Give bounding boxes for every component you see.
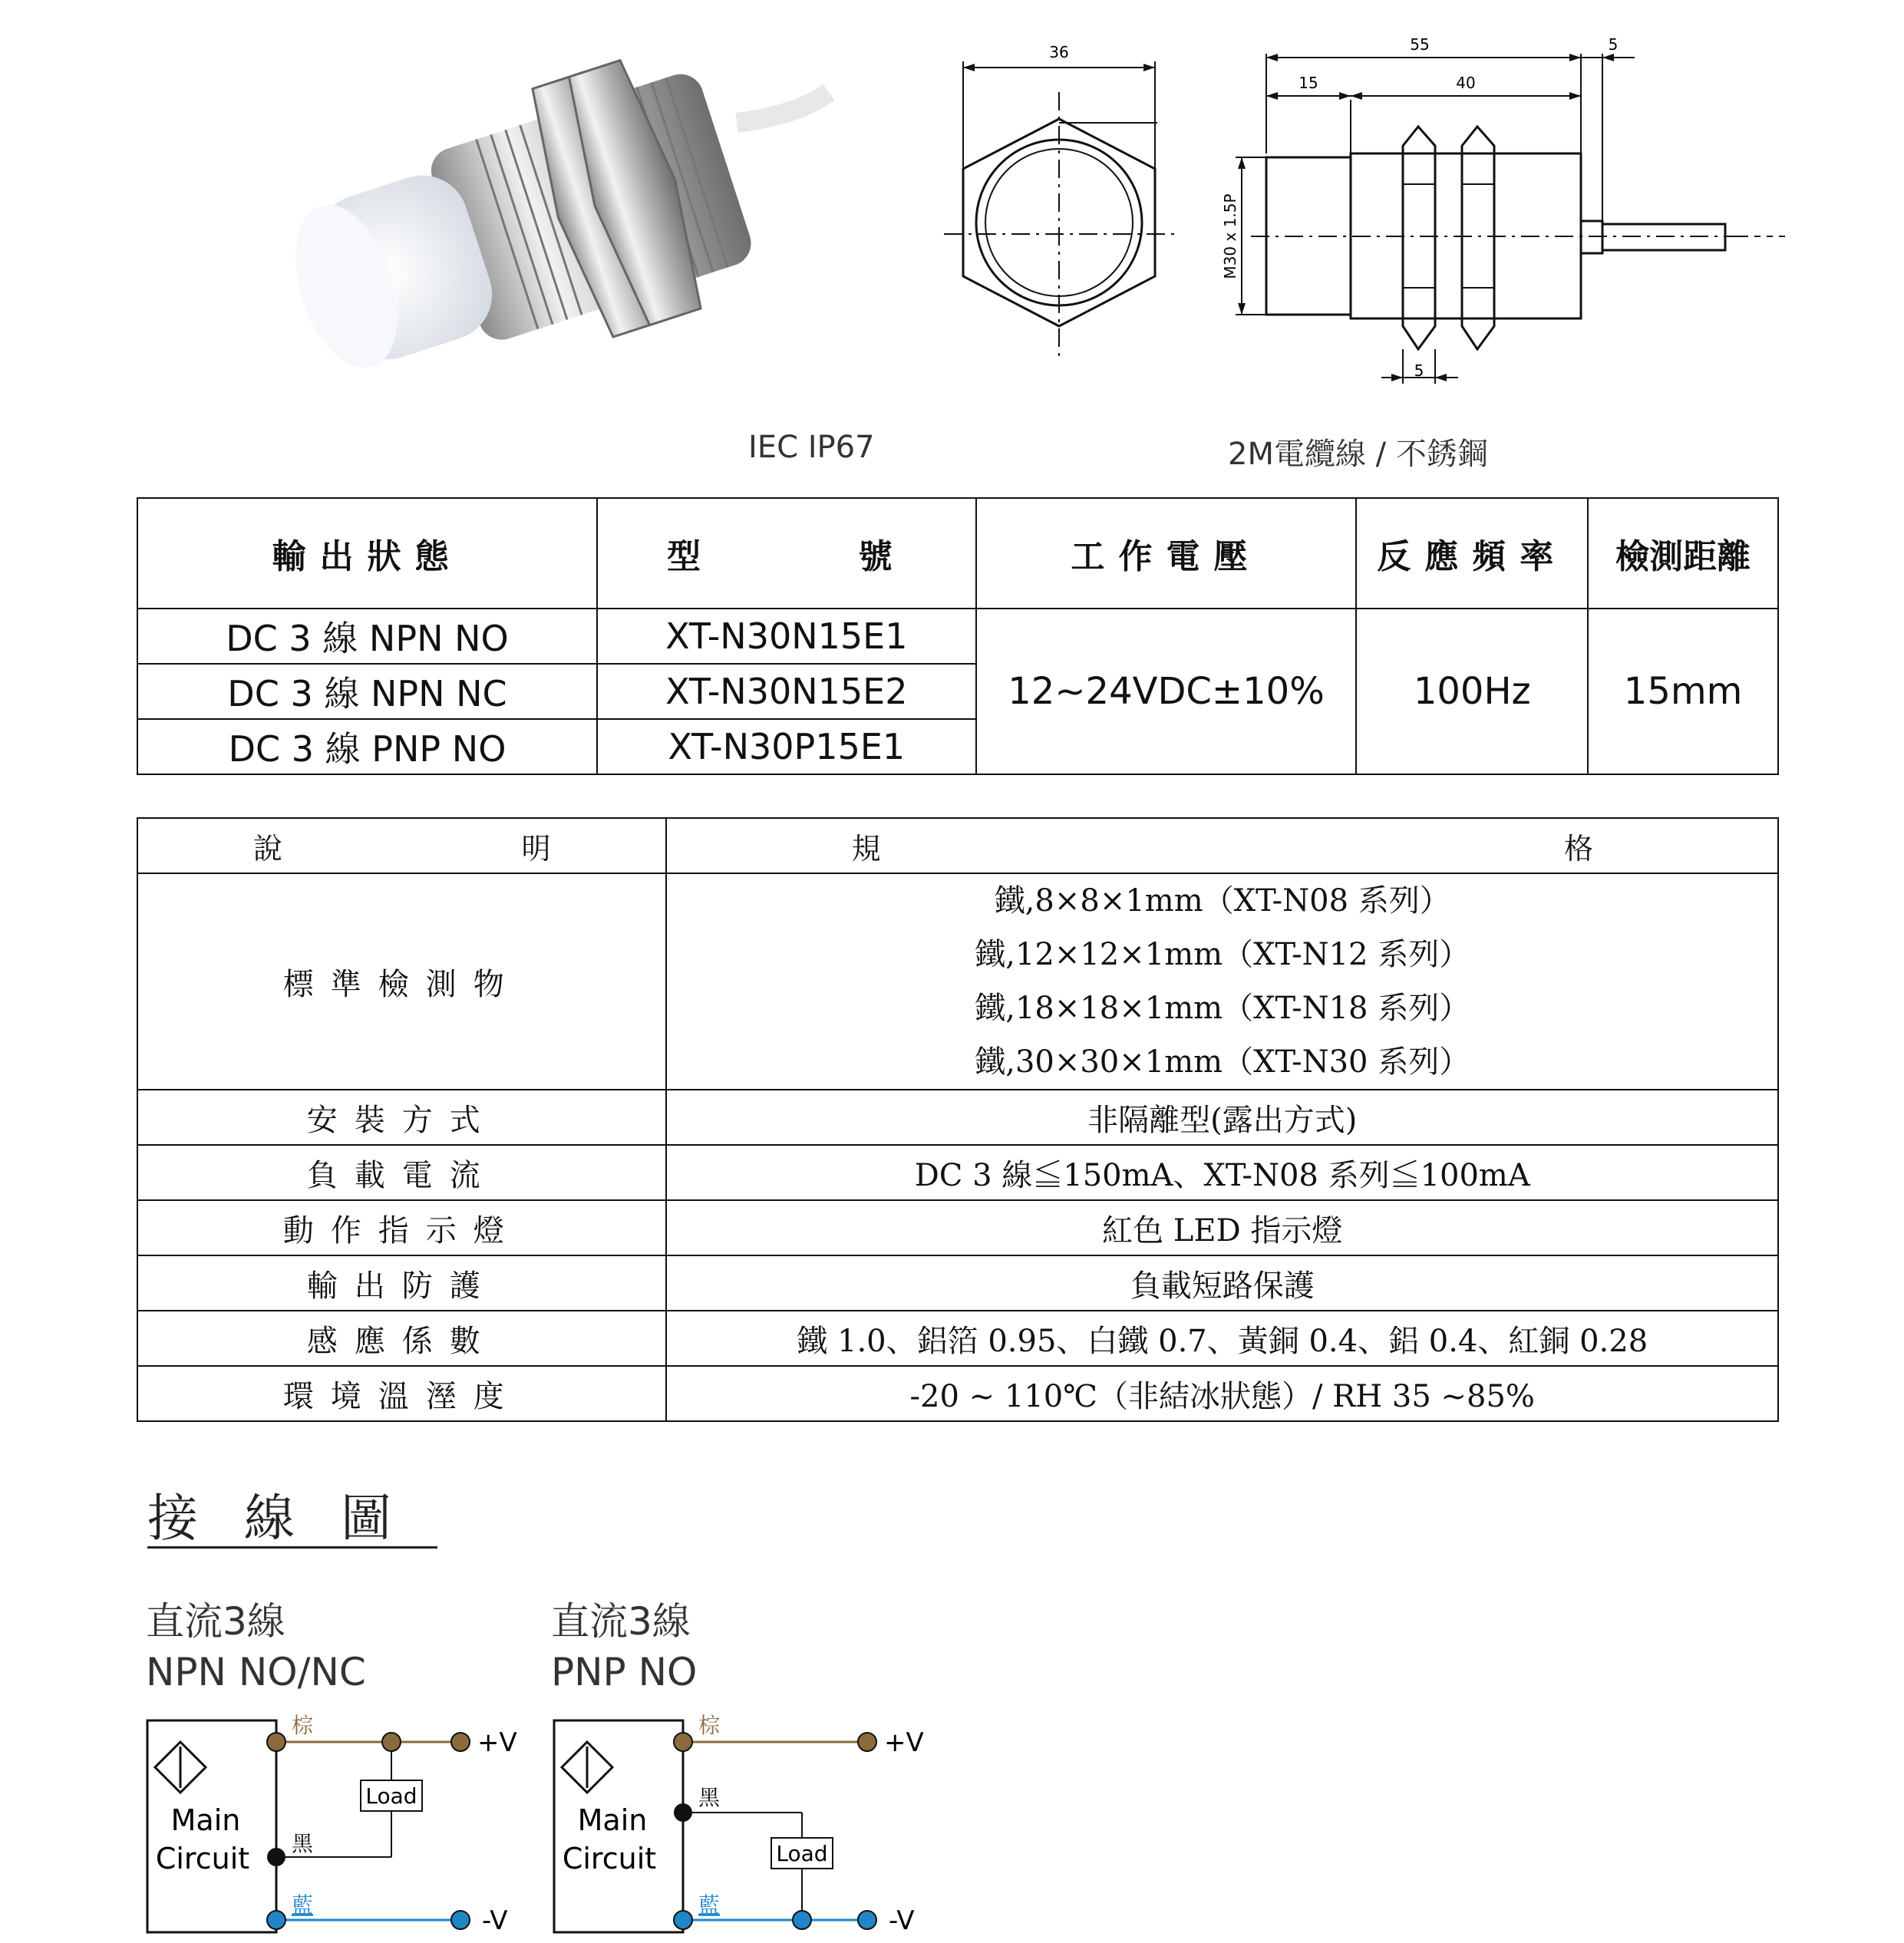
npn-circuit-diagram bbox=[138, 1711, 537, 1941]
table-row bbox=[137, 1366, 1778, 1421]
label-environment: 環境溫溼度 bbox=[137, 1366, 666, 1421]
minus-terminal bbox=[451, 1911, 470, 1929]
model-cell: XT-N30N15E1 bbox=[597, 609, 976, 664]
wiring-right-line2: PNP NO bbox=[551, 1650, 698, 1694]
wiring-right-line1: 直流3線 bbox=[551, 1599, 691, 1644]
dim-5-bottom: 5 bbox=[1414, 361, 1424, 380]
circuit-label: Circuit bbox=[155, 1842, 250, 1875]
blue-terminal bbox=[267, 1911, 285, 1929]
header-spec-left: 規 bbox=[851, 831, 881, 866]
value-line: 鐵,18×18×1mm（XT-N18 系列） bbox=[975, 991, 1470, 1026]
load-node bbox=[382, 1733, 401, 1751]
label-protection: 輸出防護 bbox=[137, 1255, 666, 1311]
header-model-right: 號 bbox=[858, 537, 906, 576]
dim-40: 40 bbox=[1456, 74, 1476, 92]
header-frequency: 反應頻率 bbox=[1356, 498, 1588, 609]
minus-terminal bbox=[858, 1911, 876, 1929]
value-indicator: 紅色 LED 指示燈 bbox=[666, 1200, 1778, 1255]
brown-label: 棕 bbox=[698, 1713, 721, 1738]
circuit-label: Circuit bbox=[562, 1842, 657, 1875]
model-cell: XT-N30N15E2 bbox=[597, 664, 976, 719]
label-detect-object: 標準檢測物 bbox=[137, 873, 666, 1090]
brown-label: 棕 bbox=[292, 1713, 314, 1738]
header-spec bbox=[666, 818, 1778, 873]
header-desc-right: 明 bbox=[521, 831, 551, 866]
sensor-symbol-icon bbox=[562, 1742, 612, 1793]
value-detect-object bbox=[666, 873, 1778, 1090]
pnp-circuit-diagram bbox=[545, 1711, 944, 1941]
product-photo bbox=[276, 31, 860, 391]
label-coefficient: 感應係數 bbox=[137, 1311, 666, 1366]
dim-36: 36 bbox=[1049, 43, 1069, 61]
wiring-title: 接線圖 bbox=[147, 1489, 437, 1548]
value-line: 鐵,12×12×1mm（XT-N12 系列） bbox=[975, 937, 1470, 972]
output-cell: DC 3 線 PNP NO bbox=[137, 719, 597, 774]
header-voltage: 工作電壓 bbox=[976, 498, 1357, 609]
main-label: Main bbox=[170, 1803, 241, 1837]
header-distance: 檢測距離 bbox=[1588, 498, 1778, 609]
label-mounting: 安裝方式 bbox=[137, 1090, 666, 1145]
model-cell: XT-N30P15E1 bbox=[597, 719, 976, 774]
header-spec-right: 格 bbox=[1563, 831, 1593, 866]
detail-table bbox=[137, 817, 1779, 1422]
header-description bbox=[137, 818, 666, 873]
value-line: 鐵,30×30×1mm（XT-N30 系列） bbox=[975, 1044, 1470, 1080]
voltage-cell: 12~24VDC±10% bbox=[976, 609, 1357, 774]
wiring-left-line2: NPN NO/NC bbox=[146, 1650, 366, 1694]
table-row bbox=[137, 1255, 1778, 1311]
plus-v-label: +V bbox=[477, 1727, 517, 1758]
value-coefficient: 鐵 1.0、鋁箔 0.95、白鐵 0.7、黃銅 0.4、鋁 0.4、紅銅 0.28 bbox=[666, 1311, 1778, 1366]
table-row bbox=[137, 873, 1778, 1090]
dim-55: 55 bbox=[1410, 35, 1430, 54]
blue-terminal bbox=[674, 1911, 692, 1929]
spec-table bbox=[137, 497, 1779, 775]
header-model-left: 型 bbox=[667, 537, 714, 576]
minus-v-label: -V bbox=[889, 1905, 915, 1936]
black-label: 黑 bbox=[292, 1831, 314, 1856]
value-mounting: 非隔離型(露出方式) bbox=[666, 1090, 1778, 1145]
load-label: Load bbox=[365, 1783, 417, 1809]
sensor-symbol-icon bbox=[155, 1742, 206, 1793]
value-load-current: DC 3 線≦150mA、XT-N08 系列≦100mA bbox=[666, 1145, 1778, 1200]
plus-v-label: +V bbox=[884, 1727, 924, 1758]
wiring-left-title bbox=[146, 1596, 366, 1697]
table-row bbox=[137, 1200, 1778, 1255]
main-label: Main bbox=[577, 1803, 648, 1837]
black-terminal bbox=[674, 1803, 692, 1822]
value-protection: 負載短路保護 bbox=[666, 1255, 1778, 1311]
table-row bbox=[137, 609, 1778, 664]
brown-terminal bbox=[267, 1733, 285, 1751]
label-indicator: 動作指示燈 bbox=[137, 1200, 666, 1255]
blue-label: 藍 bbox=[292, 1892, 314, 1918]
value-line: 鐵,8×8×1mm（XT-N08 系列） bbox=[994, 883, 1450, 919]
table-row bbox=[137, 1145, 1778, 1200]
distance-cell: 15mm bbox=[1588, 609, 1778, 774]
table-row bbox=[137, 1090, 1778, 1145]
header-desc-left: 說 bbox=[253, 831, 283, 866]
wiring-left-line1: 直流3線 bbox=[146, 1599, 285, 1644]
load-node bbox=[793, 1911, 811, 1929]
frequency-cell: 100Hz bbox=[1356, 609, 1588, 774]
dimension-drawing bbox=[944, 23, 1811, 407]
header-model bbox=[597, 498, 976, 609]
blue-label: 藍 bbox=[698, 1892, 721, 1918]
minus-v-label: -V bbox=[482, 1905, 508, 1936]
dim-15: 15 bbox=[1298, 74, 1318, 92]
wiring-right-title bbox=[551, 1596, 697, 1697]
thread-label: M30 x 1.5P bbox=[1221, 193, 1239, 279]
output-cell: DC 3 線 NPN NO bbox=[137, 609, 597, 664]
table-row bbox=[137, 1311, 1778, 1366]
cable-caption: 2M電纜線 / 不銹鋼 bbox=[1228, 437, 1488, 472]
ip-caption: IEC IP67 bbox=[748, 430, 875, 465]
output-cell: DC 3 線 NPN NC bbox=[137, 664, 597, 719]
plus-terminal bbox=[451, 1733, 470, 1751]
plus-terminal bbox=[858, 1733, 876, 1751]
black-terminal bbox=[267, 1848, 285, 1866]
load-label: Load bbox=[776, 1841, 828, 1866]
value-environment: -20 ~ 110℃（非結冰狀態）/ RH 35 ~85% bbox=[666, 1366, 1778, 1421]
black-label: 黑 bbox=[698, 1785, 721, 1810]
label-load-current: 負載電流 bbox=[137, 1145, 666, 1200]
brown-terminal bbox=[674, 1733, 692, 1751]
dim-5-top: 5 bbox=[1608, 35, 1619, 54]
header-output: 輸出狀態 bbox=[137, 498, 597, 609]
